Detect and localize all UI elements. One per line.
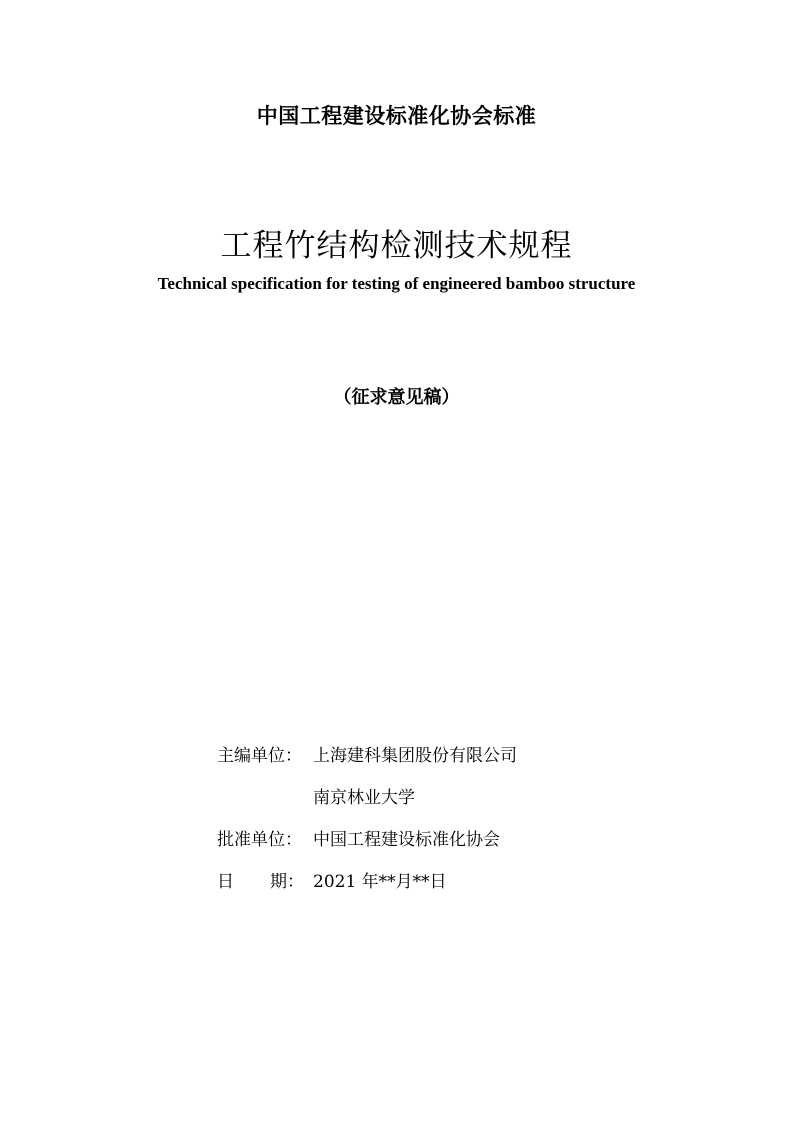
- document-title-chinese: 工程竹结构检测技术规程: [220, 228, 573, 264]
- date-label-char-1: 日: [217, 872, 234, 892]
- editor-row: [217, 744, 517, 768]
- approver-row: [217, 828, 500, 852]
- date-label-char-2: 期：: [270, 872, 304, 892]
- date-label: [217, 870, 313, 894]
- draft-status-label: （征求意见稿）: [333, 387, 460, 408]
- organization-standard-heading: 中国工程建设标准化协会标准: [256, 104, 537, 128]
- editor-value-secondary: 南京林业大学: [313, 788, 415, 808]
- editor-value-primary: 上海建科集团股份有限公司: [313, 746, 517, 766]
- editor-row-secondary: [217, 786, 415, 810]
- date-row: [217, 870, 447, 894]
- approver-value: 中国工程建设标准化协会: [313, 830, 500, 850]
- approver-label: 批准单位：: [217, 830, 302, 850]
- document-title-english: Technical specification for testing of engineered bamboo structure: [157, 274, 636, 293]
- editor-label: 主编单位：: [217, 746, 302, 766]
- date-value: 2021 年**月**日: [313, 872, 447, 892]
